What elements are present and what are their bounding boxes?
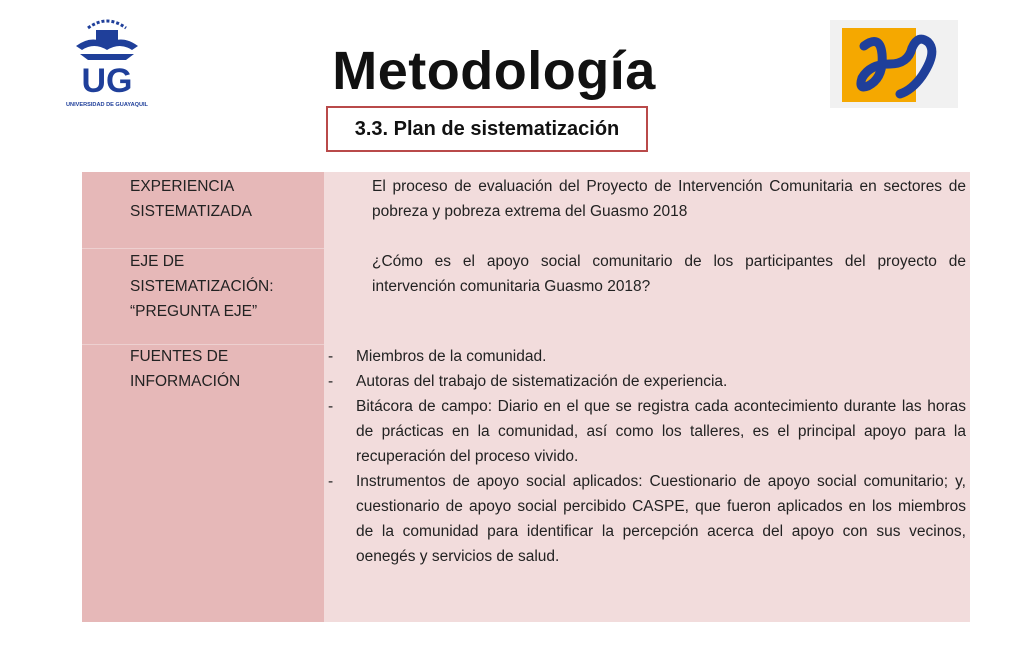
row-label-experiencia: EXPERIENCIA SISTEMATIZADA <box>130 178 253 220</box>
list-item-text: Miembros de la comunidad. <box>356 348 547 365</box>
list-item: - Bitácora de campo: Diario en el que se registra cada acontecimiento durante las horas de prácticas en la comunidad, así como los talleres, es el principal apoyo para la recuperación del proceso vivido. <box>328 398 966 465</box>
list-item: - Instrumentos de apoyo social aplicados: Cuestionario de apoyo social comunitario; y, cuestionario de apoyo social percibido CASPE, que fueron aplicados en los miembros de la comunidad para identificar la percepción acerca del apoyo con sus vecinos, oenegés y servicios de salud. <box>328 473 966 565</box>
section-subtitle: 3.3. Plan de sistematización <box>326 106 648 152</box>
page-title: Metodología <box>332 41 656 101</box>
systematization-table <box>82 172 970 622</box>
list-item-text: Bitácora de campo: Diario en el que se registra cada acontecimiento durante las horas de prácticas en la comunidad, así como los talleres, es el principal apoyo para la recuperación del proceso vivido. <box>356 398 966 465</box>
row-label-eje: EJE DE SISTEMATIZACIÓN: “PREGUNTA EJE” <box>130 253 274 320</box>
ug-name: UNIVERSIDAD DE GUAYAQUIL <box>66 102 148 108</box>
row-label-fuentes: FUENTES DE INFORMACIÓN <box>130 348 241 390</box>
list-item-text: Autoras del trabajo de sistematización de experiencia. <box>356 373 728 390</box>
sources-list <box>326 344 966 569</box>
list-item-text: Instrumentos de apoyo social aplicados: Cuestionario de apoyo social comunitario; y, cuestionario de apoyo social percibido CASPE, que fueron aplicados en los miembros de la comunidad para identificar la percepción acerca del apoyo con sus vecinos, oenegés y servicios de salud. <box>356 473 966 565</box>
list-item: - Autoras del trabajo de sistematización de experiencia. <box>328 373 728 390</box>
ug-initials: UG <box>81 62 133 100</box>
row-content-eje: ¿Cómo es el apoyo social comunitario de los participantes del proyecto de intervención comunitaria Guasmo 2018? <box>372 253 966 295</box>
label-column <box>82 172 324 622</box>
list-item: - Miembros de la comunidad. <box>328 348 547 365</box>
row-content-experiencia: El proceso de evaluación del Proyecto de Intervención Comunitaria en sectores de pobreza y pobreza extrema del Guasmo 2018 <box>372 178 966 220</box>
